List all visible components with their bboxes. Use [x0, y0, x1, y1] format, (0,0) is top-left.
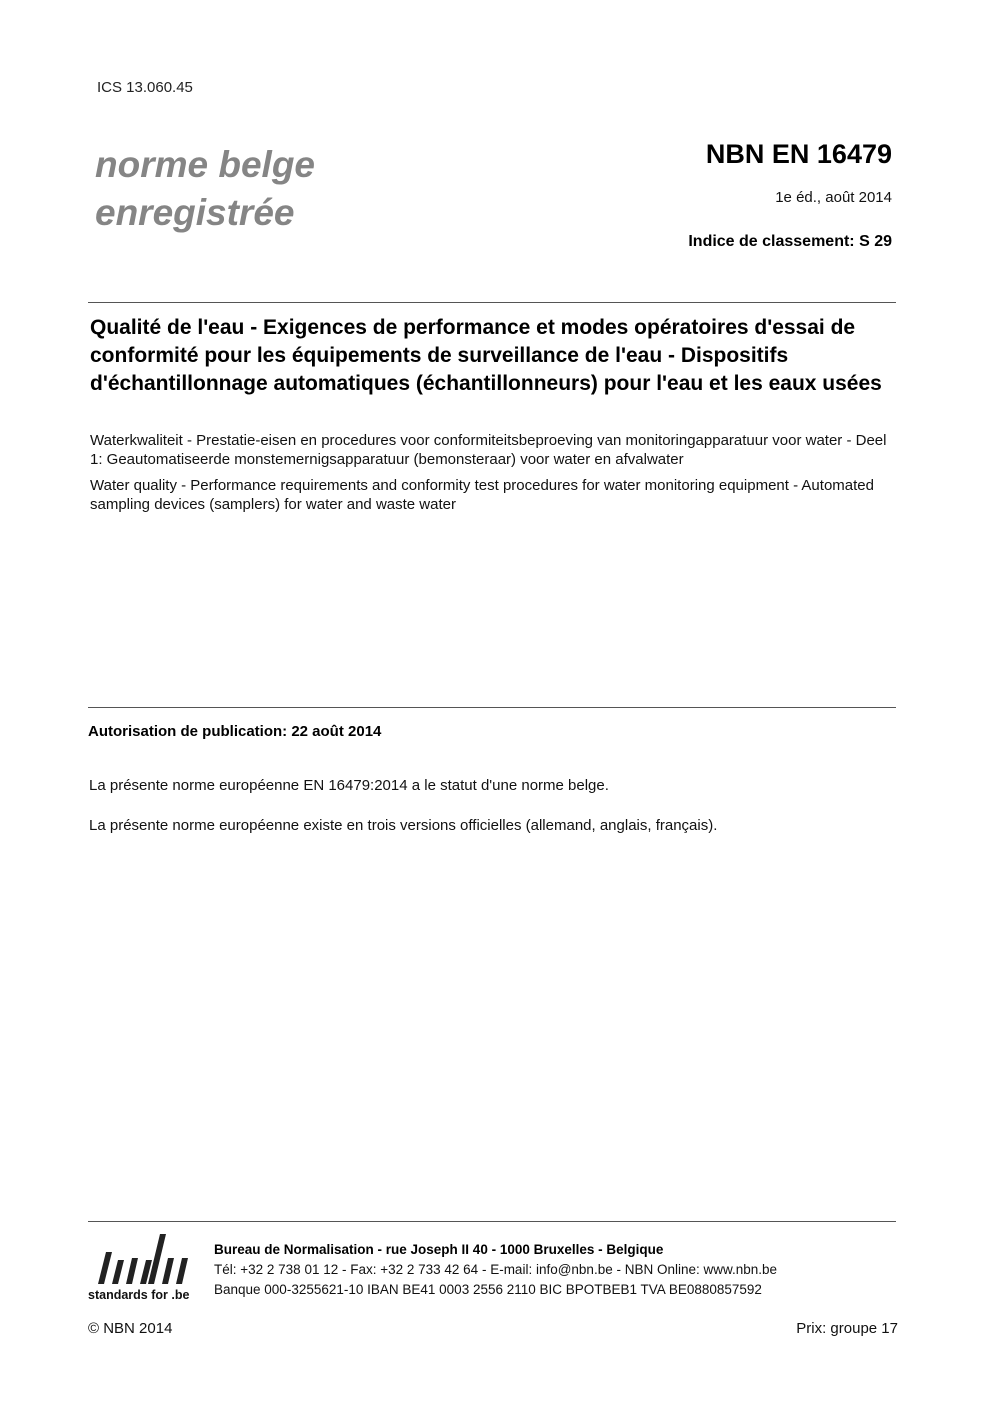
brand-line-2: enregistrée: [95, 192, 295, 233]
status-paragraph: La présente norme européenne EN 16479:2014 a le statut d'une norme belge.: [89, 777, 609, 794]
footer-banking: Banque 000-3255621-10 IBAN BE41 0003 2556 2110 BIC BPOTBEB1 TVA BE0880857592: [214, 1282, 762, 1297]
edition-info: 1e éd., août 2014: [775, 189, 892, 206]
title-english: Water quality - Performance requirements and conformity test procedures for water monitoring equipment - Automated sampling devices (samplers) for water and waste water: [90, 477, 874, 513]
divider-middle: [88, 707, 896, 708]
footer-contact-block: [214, 1240, 777, 1300]
footer-contact: Tél: +32 2 738 01 12 - Fax: +32 2 733 42 64 - E-mail: info@nbn.be - NBN Online: www.nbn.be: [214, 1262, 778, 1277]
copyright: © NBN 2014: [88, 1320, 173, 1337]
standard-number: NBN EN 16479: [705, 139, 892, 169]
publication-authorization: Autorisation de publication: 22 août 2014: [88, 723, 382, 740]
ics-code: ICS 13.060.45: [97, 79, 193, 96]
footer-address: Bureau de Normalisation - rue Joseph II 40 - 1000 Bruxelles - Belgique: [214, 1242, 664, 1257]
title-dutch: Waterkwaliteit - Prestatie-eisen en procedures voor conformiteitsbeproeving van monitoringapparatuur voor water - Deel 1: Geautomatiseerde monstemernigsapparatuur (bemonsteraar) voor water en afvalwater: [90, 432, 887, 468]
classification-index: Indice de classement: S 29: [688, 233, 892, 250]
versions-paragraph: La présente norme européenne existe en trois versions officielles (allemand, anglais, français).: [89, 817, 718, 834]
brand-title: [95, 141, 315, 237]
logo-tagline: standards for .be: [88, 1288, 190, 1302]
title-french: Qualité de l'eau - Exigences de performance et modes opératoires d'essai de conformité pour les équipements de surveillance de l'eau - Dispositifs d'échantillonnage automatiques (échantillonneurs) pour l'eau et les eaux usées: [90, 316, 882, 395]
price-group: Prix: groupe 17: [796, 1320, 898, 1337]
brand-line-1: norme belge: [95, 144, 315, 185]
divider-top: [88, 302, 896, 303]
divider-footer: [88, 1221, 896, 1222]
